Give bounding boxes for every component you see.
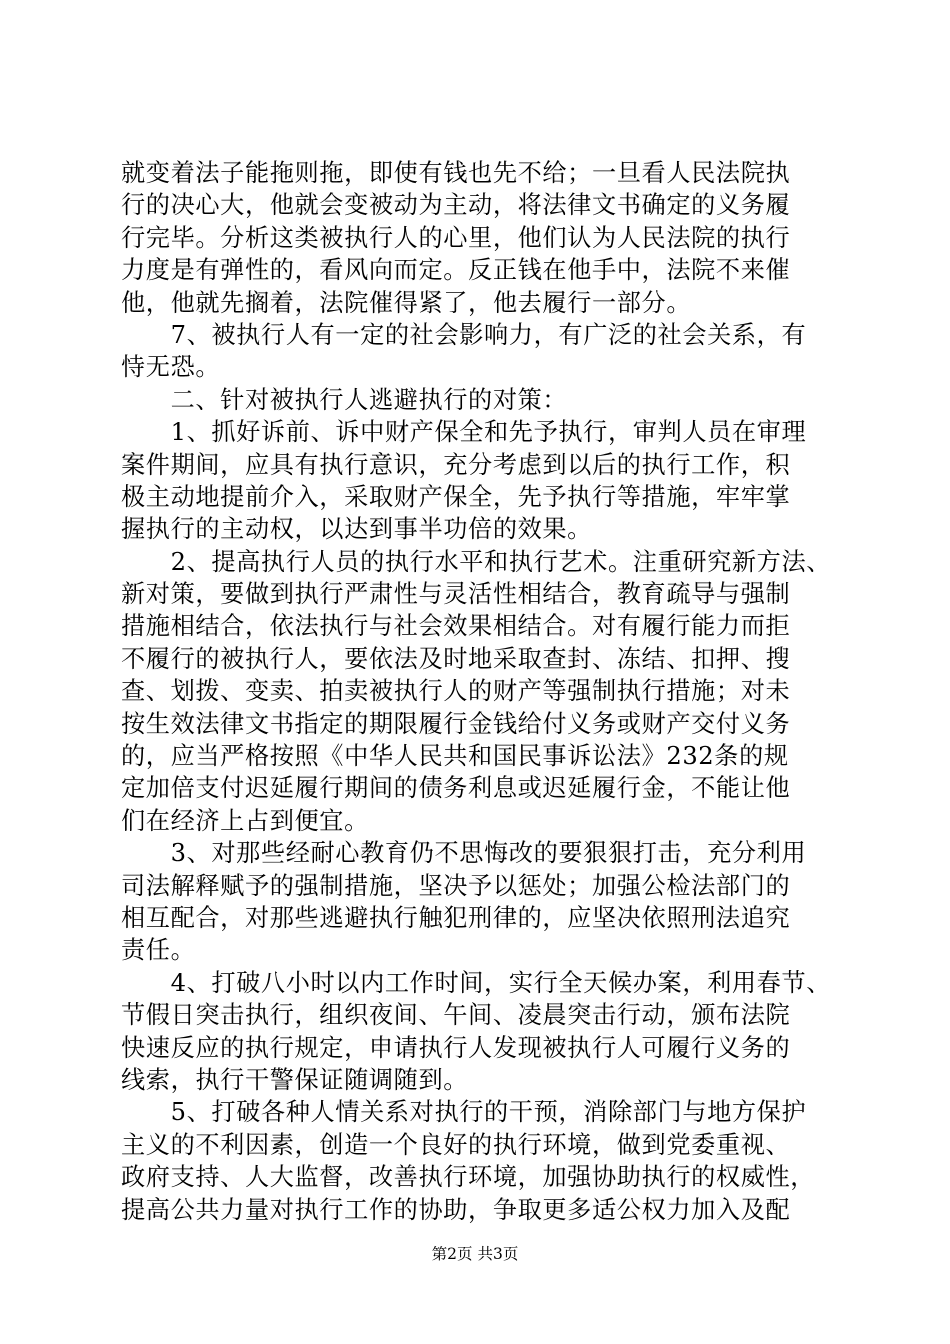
text-line: 案件期间，应具有执行意识，充分考虑到以后的执行工作，积 xyxy=(121,450,791,479)
text-line: 按生效法律文书指定的期限履行金钱给付义务或财产交付义务 xyxy=(121,709,791,738)
text-line: 快速反应的执行规定，申请执行人发现被执行人可履行义务的 xyxy=(121,1033,791,1062)
text-line: 7、被执行人有一定的社会影响力，有广泛的社会关系，有 xyxy=(121,320,807,349)
text-line: 他，他就先搁着，法院催得紧了，他去履行一部分。 xyxy=(121,288,692,317)
text-line: 线索，执行干警保证随调随到。 xyxy=(121,1065,469,1094)
document-body xyxy=(121,157,841,1226)
text-line: 2、提高执行人员的执行水平和执行艺术。注重研究新方法、 xyxy=(121,547,832,576)
text-line: 行完毕。分析这类被执行人的心里，他们认为人民法院的执行 xyxy=(121,223,791,252)
text-line: 行的决心大，他就会变被动为主动，将法律文书确定的义务履 xyxy=(121,191,791,220)
text-line: 新对策，要做到执行严肃性与灵活性相结合，教育疏导与强制 xyxy=(121,580,791,609)
text-line: 不履行的被执行人，要依法及时地采取查封、冻结、扣押、搜 xyxy=(121,644,791,673)
text-line: 极主动地提前介入，采取财产保全，先予执行等措施，牢牢掌 xyxy=(121,482,791,511)
text-line: 政府支持、人大监督，改善执行环境，加强协助执行的权威性， xyxy=(121,1163,816,1192)
text-line: 4、打破八小时以内工作时间，实行全天候办案，利用春节、 xyxy=(121,968,832,997)
text-line: 定加倍支付迟延履行期间的债务利息或迟延履行金，不能让他 xyxy=(121,774,791,803)
text-line: 5、打破各种人情关系对执行的干预，消除部门与地方保护 xyxy=(121,1098,807,1127)
text-line: 1、抓好诉前、诉中财产保全和先予执行，审判人员在审理 xyxy=(121,418,807,447)
text-line: 司法解释赋予的强制措施，坚决予以惩处；加强公检法部门的 xyxy=(121,871,791,900)
page-number-footer: 第2页 共3页 xyxy=(431,1245,519,1263)
text-line: 查、划拨、变卖、拍卖被执行人的财产等强制执行措施；对未 xyxy=(121,677,791,706)
text-line: 的，应当严格按照《中华人民共和国民事诉讼法》232条的规 xyxy=(121,742,789,771)
text-line: 力度是有弹性的，看风向而定。反正钱在他手中，法院不来催 xyxy=(121,256,791,285)
text-line: 相互配合，对那些逃避执行触犯刑律的，应坚决依照刑法追究 xyxy=(121,903,791,932)
text-line: 提高公共力量对执行工作的协助，争取更多适公权力加入及配 xyxy=(121,1195,791,1224)
text-line: 就变着法子能拖则拖，即使有钱也先不给；一旦看人民法院执 xyxy=(121,159,791,187)
text-line: 主义的不利因素，创造一个良好的执行环境，做到党委重视、 xyxy=(121,1130,791,1159)
text-line: 节假日突击执行，组织夜间、午间、凌晨突击行动，颁布法院 xyxy=(121,1001,791,1030)
text-line: 措施相结合，依法执行与社会效果相结合。对有履行能力而拒 xyxy=(121,612,791,641)
text-line: 握执行的主动权，以达到事半功倍的效果。 xyxy=(121,515,592,544)
section-heading: 二、针对被执行人逃避执行的对策： xyxy=(121,385,568,414)
text-line: 责任。 xyxy=(121,936,196,965)
text-line: 们在经济上占到便宜。 xyxy=(121,806,369,835)
text-line: 3、对那些经耐心教育仍不思悔改的要狠狠打击，充分利用 xyxy=(121,839,807,868)
text-line: 恃无恐。 xyxy=(121,353,221,382)
